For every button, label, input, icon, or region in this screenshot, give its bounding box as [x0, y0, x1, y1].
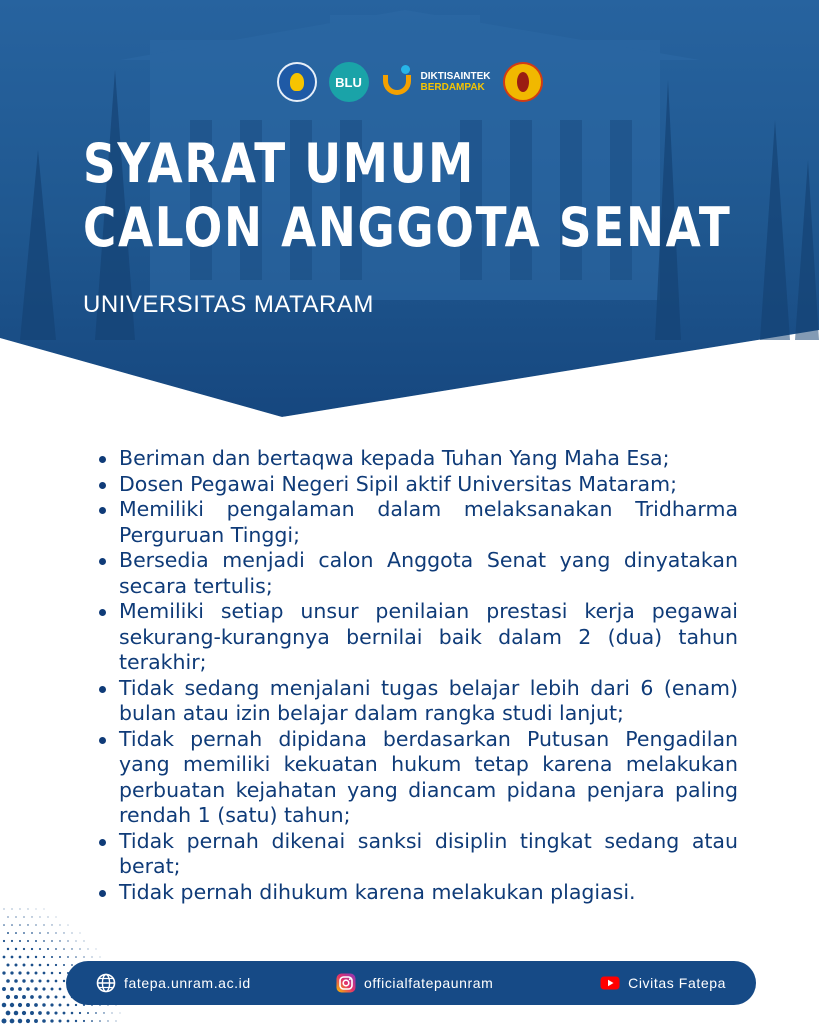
footer-website-text: fatepa.unram.ac.id — [124, 975, 251, 991]
footer-bar — [66, 961, 756, 1005]
globe-icon — [96, 973, 116, 993]
title-line-2: CALON ANGGOTA SENAT — [83, 196, 732, 259]
requirement-item: Dosen Pegawai Negeri Sipil aktif Universitas Mataram; — [95, 472, 738, 498]
youtube-icon — [600, 973, 620, 993]
footer-youtube-text: Civitas Fatepa — [628, 975, 726, 991]
footer-website[interactable] — [96, 973, 336, 993]
blu-logo — [329, 62, 369, 102]
page-subtitle: UNIVERSITAS MATARAM — [83, 291, 374, 318]
unram-logo-icon — [503, 62, 543, 102]
requirement-item: Tidak pernah dipidana berdasarkan Putusan Pengadilan yang memiliki kekuatan hukum tetap karena melakukan perbuatan kejahatan yang diancam pidana penjara paling rendah 1 (satu) tahun; — [95, 727, 738, 829]
requirement-item: Bersedia menjadi calon Anggota Senat yang dinyatakan secara tertulis; — [95, 548, 738, 599]
requirement-item: Tidak sedang menjalani tugas belajar lebih dari 6 (enam) bulan atau izin belajar dalam rangka studi lanjut; — [95, 676, 738, 727]
footer-youtube[interactable] — [600, 973, 726, 993]
diktisaintek-line2: BERDAMPAK — [420, 82, 485, 93]
partner-logos — [0, 62, 819, 102]
page-title — [83, 132, 731, 260]
tut-wuri-handayani-logo-icon — [277, 62, 317, 102]
diktisaintek-text — [421, 71, 491, 93]
requirements-list — [95, 446, 738, 905]
blu-logo-label: BLU — [335, 74, 362, 90]
requirement-item: Tidak pernah dikenai sanksi disiplin tingkat sedang atau berat; — [95, 829, 738, 880]
requirement-item: Memiliki pengalaman dalam melaksanakan Tridharma Perguruan Tinggi; — [95, 497, 738, 548]
footer-instagram-text: officialfatepaunram — [364, 975, 494, 991]
requirement-item: Memiliki setiap unsur penilaian prestasi kerja pegawai sekurang-kurangnya bernilai baik dalam 2 (dua) tahun terakhir; — [95, 599, 738, 676]
requirement-item: Beriman dan bertaqwa kepada Tuhan Yang Maha Esa; — [95, 446, 738, 472]
requirement-item: Tidak pernah dihukum karena melakukan plagiasi. — [95, 880, 738, 906]
diktisaintek-mark-icon — [381, 65, 415, 99]
footer-instagram[interactable] — [336, 973, 586, 993]
instagram-icon — [336, 973, 356, 993]
diktisaintek-logo — [381, 65, 491, 99]
title-line-1: SYARAT UMUM — [83, 132, 475, 195]
diktisaintek-line1: DIKTISAINTEK — [420, 71, 491, 82]
